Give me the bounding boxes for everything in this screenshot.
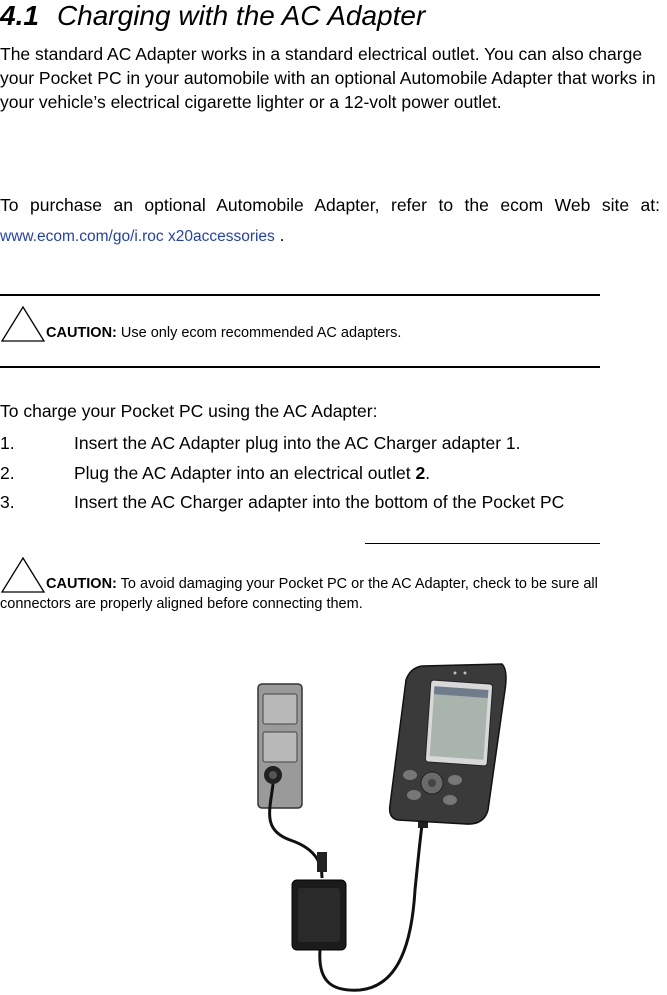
step-item [0,492,564,513]
purchase-paragraph [0,190,660,252]
step-item [0,433,521,454]
short-divider [365,543,600,544]
caution-text: To avoid damaging your Pocket PC or the AC Adapter, check to be sure all connectors are properly aligned before connecting them. [0,576,598,612]
accessories-link[interactable]: www.ecom.com/go/i.roc x20accessories [0,228,275,245]
intro-paragraph: The standard AC Adapter works in a standard electrical outlet. You can also charge your Pocket PC in your automobile with an optional Automobile Adapter that works in your vehicle’s electrical cigarette lighter or a 12-volt power outlet. [0,44,656,112]
section-number: 4.1 [0,0,39,31]
section-title: Charging with the AC Adapter [56,0,426,31]
step-text: Plug the AC Adapter into an electrical outlet [74,463,416,483]
step-text: Insert the AC Charger adapter into the bottom of the Pocket PC [74,492,565,512]
step-text: Insert the AC Adapter plug into the AC Charger adapter 1. [74,433,521,453]
caution-label: CAUTION: [46,325,117,341]
caution-note-1 [0,305,401,343]
charge-intro: To charge your Pocket PC using the AC Adapter: [0,401,378,421]
step-number: 2. [0,463,15,483]
purchase-end: . [279,225,285,245]
pocket-pc-image [390,664,506,824]
step-item [0,463,430,484]
step-end: . [425,463,431,483]
purchase-text: To purchase an optional Automobile Adapter, refer to the ecom Web site at: [0,195,660,215]
charging-illustration [0,640,667,995]
ac-charger-adapter-image [258,684,302,808]
divider-top [0,294,600,296]
step-bold-ref: 2 [415,463,426,483]
step-number: 1. [0,433,15,453]
caution-text: Use only ecom recommended AC adapters. [120,325,402,341]
step-number: 3. [0,492,15,512]
caution-note-2 [0,556,640,614]
warning-triangle-icon [0,556,46,594]
section-heading [0,0,425,32]
divider-bottom [0,366,600,368]
caution-label: CAUTION: [46,576,117,592]
ac-adapter-brick-image [292,880,346,950]
warning-triangle-icon [0,305,46,343]
